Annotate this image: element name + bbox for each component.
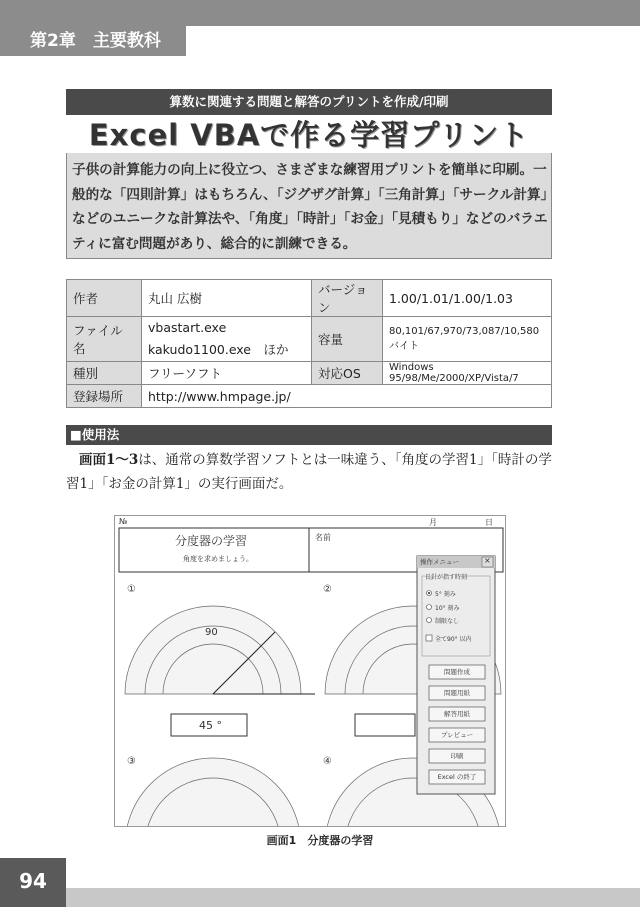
feature-subtitle: 算数に関連する問題と解答のプリントを作成/印刷 — [66, 89, 552, 115]
file-line-2: kakudo1100.exe ほか — [148, 342, 289, 357]
size-label: 容量 — [312, 317, 383, 362]
usage-heading: ■使用法 — [66, 425, 552, 445]
protractor-1 — [125, 606, 315, 694]
chapter-label: 第2章 主要教科 — [0, 26, 186, 56]
question-1-label: ① — [127, 584, 136, 595]
screenshot-figure — [114, 515, 506, 827]
question-2-label: ② — [323, 584, 332, 595]
no-label: № — [119, 517, 128, 526]
os-value: Windows 95/98/Me/2000/XP/Vista/7 — [383, 362, 552, 385]
menu-title: 操作メニュー — [420, 558, 459, 566]
feature-title: Excel VBAで作る学習プリント — [66, 115, 552, 153]
site-value: http://www.hmpage.jp/ — [142, 385, 552, 408]
table-row — [67, 317, 552, 362]
day-label: 日 — [485, 518, 493, 527]
page-number: 94 — [0, 858, 66, 907]
version-label: バージョン — [312, 280, 383, 317]
name-label: 名前 — [315, 533, 331, 542]
feature-description: 子供の計算能力の向上に役立つ、さまざまな練習用プリントを簡単に印刷。一般的な「四則計算」はもちろん、「ジグザグ計算」「三角計算」「サークル計算」などのユニークな計算法や、「角度」「時計」「お金」「見積もり」などのバラエティに富む問題があり、総合的に訓練できる。 — [72, 162, 548, 252]
file-line-1: vbastart.exe — [148, 320, 227, 335]
protractor-3 — [125, 758, 301, 827]
instruction-text: 角度を求めましょう。 — [183, 555, 253, 563]
question-4-label: ④ — [323, 756, 332, 767]
author-value: 丸山 広樹 — [142, 280, 312, 317]
answer-value: 45 ° — [199, 719, 222, 732]
exit-excel-button[interactable]: Excel の終了 — [437, 773, 477, 781]
print-button[interactable]: 印刷 — [450, 752, 464, 760]
menu-group-label: 長針が指す時刻 — [425, 574, 468, 581]
chapter-header-blank — [186, 26, 640, 56]
type-label: 種別 — [67, 362, 142, 385]
option-10-degree[interactable]: 10° 刻み — [435, 605, 460, 612]
usage-body — [66, 448, 552, 496]
version-value: 1.00/1.01/1.00/1.03 — [383, 280, 552, 317]
table-row — [67, 385, 552, 408]
site-label: 登録場所 — [67, 385, 142, 408]
file-value — [142, 317, 312, 362]
check-under-90[interactable]: 全て90° 以内 — [435, 636, 472, 643]
preview-button[interactable]: プレビュー — [440, 731, 474, 739]
table-row — [67, 280, 552, 317]
type-value: フリーソフト — [142, 362, 312, 385]
menu-close-icon[interactable]: × — [484, 556, 491, 565]
option-no-limit[interactable]: 制限なし — [435, 618, 460, 625]
option-5-degree[interactable]: 5° 刻み — [435, 591, 456, 598]
create-problem-button[interactable]: 問題作成 — [444, 668, 470, 676]
author-label: 作者 — [67, 280, 142, 317]
sheet-title: 分度器の学習 — [175, 534, 248, 548]
size-value: 80,101/67,970/73,087/10,580バイト — [383, 317, 552, 362]
protractor-center-label: 90 — [205, 627, 218, 638]
software-info-table — [66, 279, 552, 408]
answer-sheet-button[interactable]: 解答用紙 — [444, 710, 470, 718]
table-row — [67, 362, 552, 385]
figure-caption: 画面1 分度器の学習 — [266, 834, 374, 847]
os-label: 対応OS — [312, 362, 383, 385]
problem-sheet-button[interactable]: 問題用紙 — [444, 689, 470, 697]
month-label: 月 — [429, 518, 437, 527]
question-3-label: ③ — [127, 756, 136, 767]
page-footer-strip — [66, 888, 640, 907]
file-label: ファイル名 — [67, 317, 142, 362]
usage-body-text: は、通常の算数学習ソフトとは一味違う、「角度の学習1」「時計の学習1」「お金の計算1」の実行画面だ。 — [66, 452, 552, 492]
usage-body-bold: 画面1〜3 — [79, 452, 139, 468]
